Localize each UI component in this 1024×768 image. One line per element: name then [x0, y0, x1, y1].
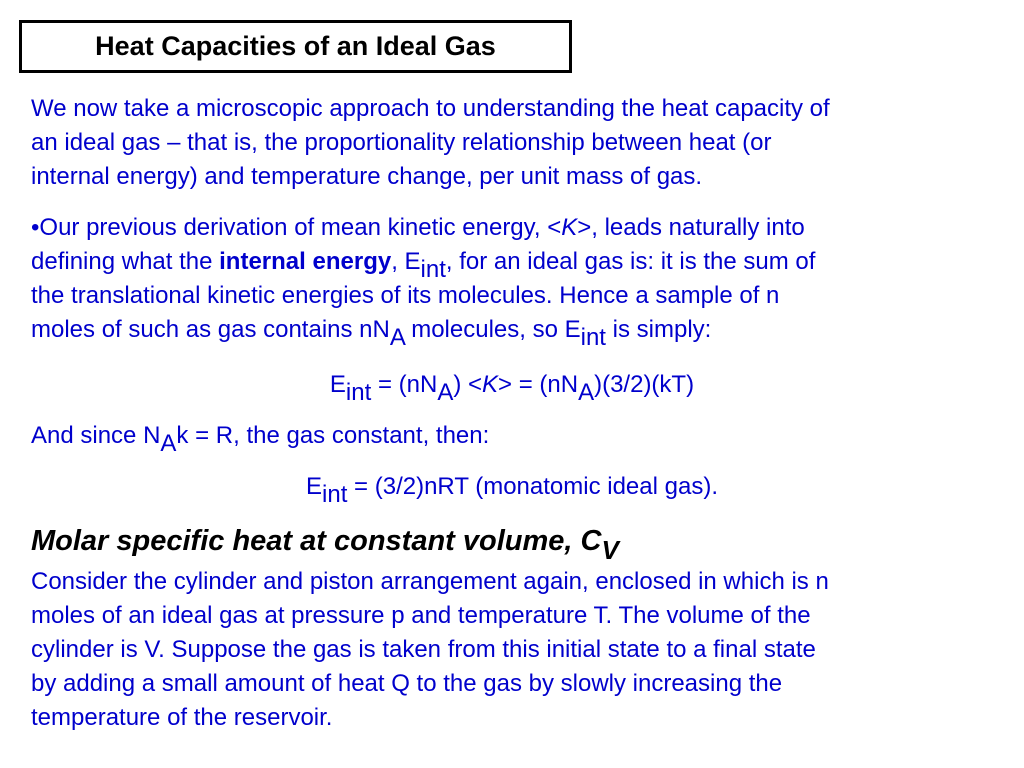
subscript: A — [160, 430, 177, 457]
cylinder-line: temperature of the reservoir. — [31, 704, 333, 731]
text-fragment: k = R, the gas constant, then: — [176, 422, 490, 449]
subscript: int — [322, 481, 348, 508]
internal-energy-paragraph — [31, 211, 991, 351]
heading-text: Molar specific heat at constant volume, C — [31, 525, 602, 557]
title-box — [19, 20, 572, 73]
subscript: int — [580, 324, 606, 351]
gas-constant-line — [31, 419, 991, 457]
text-fragment: >, leads naturally into — [577, 214, 805, 241]
subscript: A — [389, 324, 405, 351]
intro-line: We now take a microscopic approach to understanding the heat capacity of — [31, 95, 830, 122]
subscript: V — [601, 535, 619, 565]
eq-fragment: = (nN — [371, 371, 438, 398]
gas-constant-paragraph — [31, 419, 991, 457]
text-fragment: , for an ideal gas is: it is the sum of — [445, 248, 816, 275]
subscript: int — [420, 256, 446, 283]
internal-energy-term: internal energy — [219, 248, 392, 275]
text-fragment: molecules, so E — [404, 316, 581, 343]
cylinder-line: moles of an ideal gas at pressure p and temperature T. The volume of the — [31, 602, 811, 629]
eq-fragment: E — [329, 371, 346, 398]
equation-monatomic — [0, 470, 1024, 508]
subscript: A — [578, 379, 595, 406]
text-fragment: , E — [391, 248, 421, 275]
cylinder-line: by adding a small amount of heat Q to the gas by slowly increasing the — [31, 670, 783, 697]
equation-internal-energy — [0, 368, 1024, 406]
internal-energy-line-2 — [31, 245, 991, 283]
section-heading — [31, 524, 619, 565]
intro-line: an ideal gas – that is, the proportionality relationship between heat (or — [31, 129, 772, 156]
eq-fragment: E — [306, 473, 323, 500]
text-fragment: is simply: — [605, 316, 712, 343]
subscript: A — [437, 379, 454, 406]
cylinder-paragraph — [31, 565, 991, 735]
cylinder-line: Consider the cylinder and piston arrangement again, enclosed in which is n — [31, 568, 829, 595]
subscript: int — [345, 379, 372, 406]
cylinder-line: cylinder is V. Suppose the gas is taken from this initial state to a final state — [31, 636, 816, 663]
text-fragment: And since N — [31, 422, 161, 449]
eq-fragment: = (3/2)nRT (monatomic ideal gas). — [347, 473, 718, 500]
internal-energy-line-4 — [31, 313, 991, 351]
text-fragment: •Our previous derivation of mean kinetic energy, < — [31, 214, 562, 241]
text-fragment: moles of such as gas contains nN — [31, 316, 390, 343]
slide-title: Heat Capacities of an Ideal Gas — [95, 31, 496, 61]
eq-fragment: )(3/2)(kT) — [594, 371, 695, 398]
eq-fragment: ) < — [453, 371, 483, 398]
eq-fragment: > = (nN — [498, 371, 579, 398]
intro-paragraph — [31, 92, 991, 194]
text-fragment: defining what the — [31, 248, 220, 275]
internal-energy-line-1 — [31, 211, 991, 245]
mean-k-symbol: K — [482, 371, 499, 398]
intro-line: internal energy) and temperature change, per unit mass of gas. — [31, 163, 703, 190]
mean-k-symbol: K — [561, 214, 578, 241]
internal-energy-line-3: the translational kinetic energies of its molecules. Hence a sample of n — [31, 282, 780, 309]
